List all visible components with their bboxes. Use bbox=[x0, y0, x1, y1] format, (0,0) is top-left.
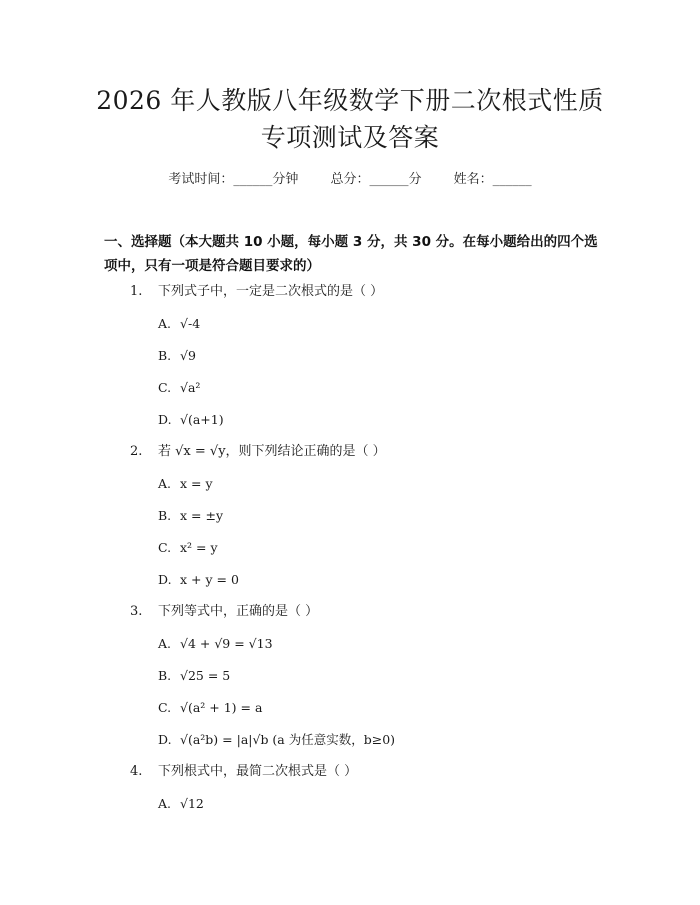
question-2-option-d bbox=[158, 571, 239, 589]
option-text: x + y = 0 bbox=[180, 572, 239, 587]
question-number: 3. bbox=[130, 604, 143, 619]
option-text: x² = y bbox=[180, 540, 218, 555]
question-text: 下列等式中，正确的是（ ） bbox=[158, 604, 319, 619]
option-letter: B. bbox=[158, 668, 172, 683]
question-text: 若 √x = √y，则下列结论正确的是（ ） bbox=[158, 444, 386, 459]
question-4-option-a bbox=[158, 795, 204, 813]
question-text: 下列式子中，一定是二次根式的是（ ） bbox=[158, 284, 384, 299]
question-4 bbox=[130, 763, 357, 781]
page-title-line-2: 专项测试及答案 bbox=[260, 123, 440, 152]
question-1-option-d bbox=[158, 411, 224, 429]
question-3-option-b bbox=[158, 667, 230, 685]
option-text: x = ±y bbox=[180, 508, 224, 523]
option-letter: B. bbox=[158, 348, 172, 363]
option-text: √12 bbox=[180, 796, 204, 811]
option-letter: C. bbox=[158, 700, 172, 715]
student-name: 姓名：______ bbox=[453, 172, 532, 187]
question-number: 2. bbox=[130, 444, 143, 459]
option-letter: D. bbox=[158, 412, 172, 427]
total-score: 总分：______分 bbox=[330, 172, 422, 187]
question-2-option-a bbox=[158, 475, 213, 493]
question-3 bbox=[130, 603, 318, 621]
option-text: √25 = 5 bbox=[180, 668, 231, 683]
question-3-option-c bbox=[158, 699, 262, 717]
option-letter: C. bbox=[158, 540, 172, 555]
option-text: √(a²b) = |a|√b (a 为任意实数，b≥0) bbox=[180, 732, 396, 747]
question-1-option-c bbox=[158, 379, 200, 397]
option-text: √-4 bbox=[180, 316, 201, 331]
option-letter: A. bbox=[158, 636, 172, 651]
question-text: 下列根式中，最简二次根式是（ ） bbox=[158, 764, 358, 779]
option-text: √(a+1) bbox=[180, 412, 224, 427]
question-1-option-a bbox=[158, 315, 200, 333]
option-letter: A. bbox=[158, 476, 172, 491]
option-letter: C. bbox=[158, 380, 172, 395]
question-3-option-a bbox=[158, 635, 273, 653]
question-3-option-d bbox=[158, 731, 395, 749]
question-2-option-c bbox=[158, 539, 218, 557]
question-2-option-b bbox=[158, 507, 223, 525]
option-text: √9 bbox=[180, 348, 196, 363]
option-text: √(a² + 1) = a bbox=[180, 700, 263, 715]
question-1 bbox=[130, 283, 383, 301]
option-text: √a² bbox=[180, 380, 201, 395]
question-2 bbox=[130, 443, 386, 461]
question-number: 1. bbox=[130, 284, 143, 299]
option-letter: A. bbox=[158, 316, 172, 331]
option-letter: A. bbox=[158, 796, 172, 811]
option-letter: D. bbox=[158, 572, 172, 587]
section-heading: 一、选择题（本大题共 10 小题，每小题 3 分，共 30 分。在每小题给出的四个选项中，只有一项是符合题目要求的） bbox=[104, 234, 598, 274]
option-text: √4 + √9 = √13 bbox=[180, 636, 273, 651]
option-letter: D. bbox=[158, 732, 172, 747]
exam-time: 考试时间：______分钟 bbox=[168, 172, 299, 187]
exam-info bbox=[0, 168, 700, 187]
option-text: x = y bbox=[180, 476, 213, 491]
page-title-line-1: 2026 年人教版八年级数学下册二次根式性质 bbox=[96, 86, 604, 115]
question-1-option-b bbox=[158, 347, 196, 365]
option-letter: B. bbox=[158, 508, 172, 523]
question-number: 4. bbox=[130, 764, 143, 779]
